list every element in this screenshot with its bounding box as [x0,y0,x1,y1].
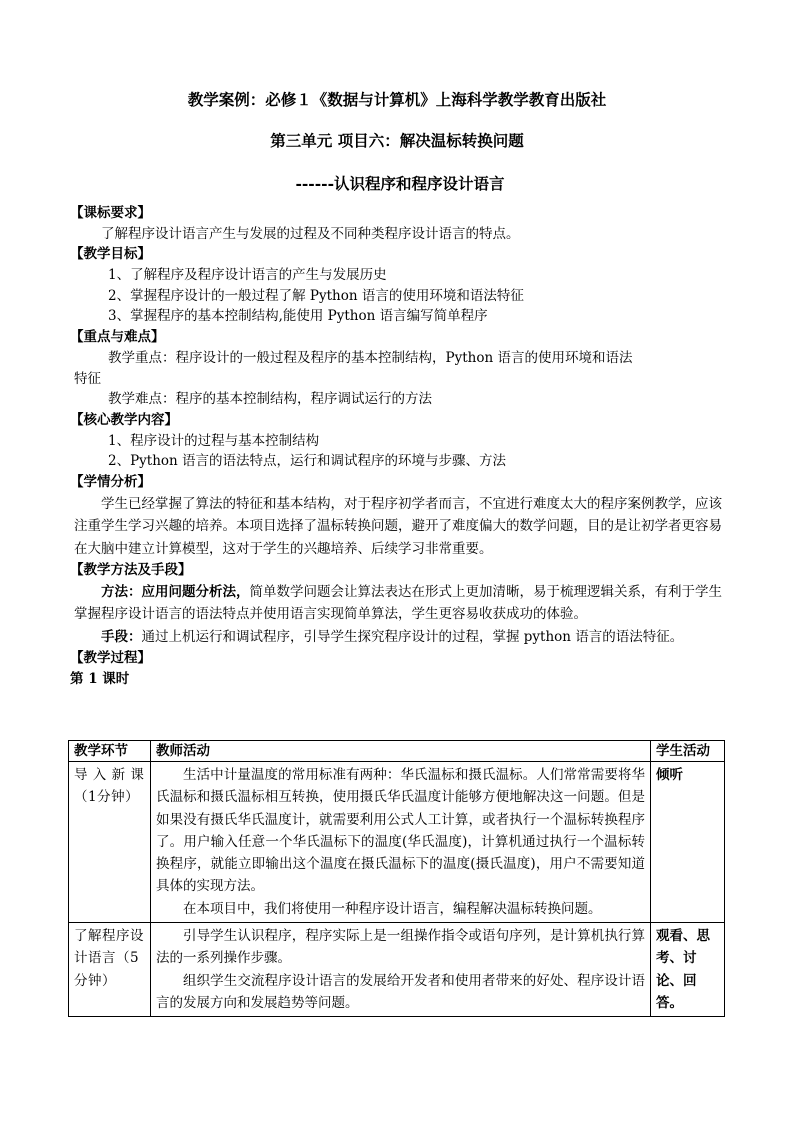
teacher-activity-text: 在本项目中，我们将使用一种程序设计语言，编程解决温标转换问题。 [183,900,602,917]
stage-cell: 了解程序设计语言（5 分钟） [69,923,151,1017]
table-header-stage: 教学环节 [69,741,151,762]
teacher-activity-cell [151,762,651,923]
section-heading-analysis: 【学情分析】 [70,473,151,490]
section-heading-standards: 【课标要求】 [70,205,151,221]
table-row [69,923,725,1017]
unit-title: 第三单元 项目六：解决温标转换问题 [270,131,524,150]
table-row [69,762,725,923]
method-text: 简单数学问题会让算法表达在形式上更加清晰，易于梳理逻辑关系，有利于学生掌握程序设计语言的语法特点并使用语言实现简单算法，学生更容易收获成功的体验。 [74,583,722,623]
document-title: 教学案例：必修１《数据与计算机》上海科学教学教育出版社 [187,90,607,109]
means-paragraph [74,626,722,649]
document-subtitle: ------认识程序和程序设计语言 [295,174,505,193]
method-label: 方法：应用问题分析法， [101,583,250,600]
teacher-activity-text: 组织学生交流程序设计语言的发展给开发者和使用者带来的好处、程序设计语言的发展方向和发展趋势等问题。 [156,972,645,1011]
means-text: 通过上机运行和调试程序，引导学生探究程序设计的过程，掌握 python 语言的语法特征。 [141,628,684,645]
standards-text: 了解程序设计语言产生与发展的过程及不同种类程序设计语言的特点。 [101,225,520,242]
table-header-student: 学生活动 [651,741,725,762]
section-heading-process: 【教学过程】 [70,650,151,667]
table-header-row [69,741,725,762]
content-item: 2、Python 语言的语法特点，运行和调试程序的环境与步骤、方法 [108,453,507,470]
table-header-teacher: 教师活动 [151,741,651,762]
content-item: 1、程序设计的过程与基本控制结构 [108,432,320,449]
difficulty-text: 教学难点：程序的基本控制结构，程序调试运行的方法 [108,391,432,408]
method-paragraph [74,581,722,626]
lesson-table [68,740,725,1017]
student-activity-cell: 观看、思考、讨论、回答。 [651,923,725,1017]
analysis-text: 学生已经掌握了算法的特征和基本结构，对于程序初学者而言，不宜进行难度太大的程序案例教学，应该注重学生学习兴趣的培养。本项目选择了温标转换问题，避开了难度偏大的数学问题，目的是让初学者更容易在大脑中建立计算模型，这对于学生的兴趣培养、后续学习非常重要。 [74,495,722,557]
goal-item: 1、了解程序及程序设计语言的产生与发展历史 [108,267,387,284]
focus-text-continued: 特征 [74,370,101,387]
teacher-activity-text: 生活中计量温度的常用标准有两种：华氏温标和摄氏温标。人们常常需要将华氏温标和摄氏温标相互转换，使用摄氏华氏温度计能够方便地解决这一问题。但是如果没有摄氏华氏温度计，就需要利用公式人工计算，或者执行一个温标转换程序了。用户输入任意一个华氏温标下的温度(华氏温度)，计算机通过执行一个温标转换程序，就能立即输出这个温度在摄氏温标下的温度(摄氏温度)，用户不需要知道具体的实现方法。 [156,767,645,895]
goal-item: 2、掌握程序设计的一般过程了解 Python 语言的使用环境和语法特征 [108,287,524,304]
document-body [70,203,722,690]
student-activity-cell: 倾听 [651,762,725,923]
teacher-activity-cell [151,923,651,1017]
section-heading-goals: 【教学目标】 [70,246,151,263]
means-label: 手段： [101,628,142,645]
lesson-label: 第 1 课时 [70,671,130,687]
section-heading-keypoints: 【重点与难点】 [70,329,165,346]
section-heading-content: 【核心教学内容】 [70,411,178,428]
focus-text: 教学重点：程序设计的一般过程及程序的基本控制结构，Python 语言的使用环境和语法 [108,349,633,366]
teacher-activity-text: 引导学生认识程序，程序实际上是一组操作指令或语句序列，是计算机执行算法的一系列操作步骤。 [156,928,645,967]
analysis-paragraph [74,493,722,561]
goal-item: 3、掌握程序的基本控制结构,能使用 Python 语言编写简单程序 [108,308,488,325]
section-heading-methods: 【教学方法及手段】 [70,562,192,579]
stage-cell: 导 入 新 课（1分钟） [69,762,151,923]
